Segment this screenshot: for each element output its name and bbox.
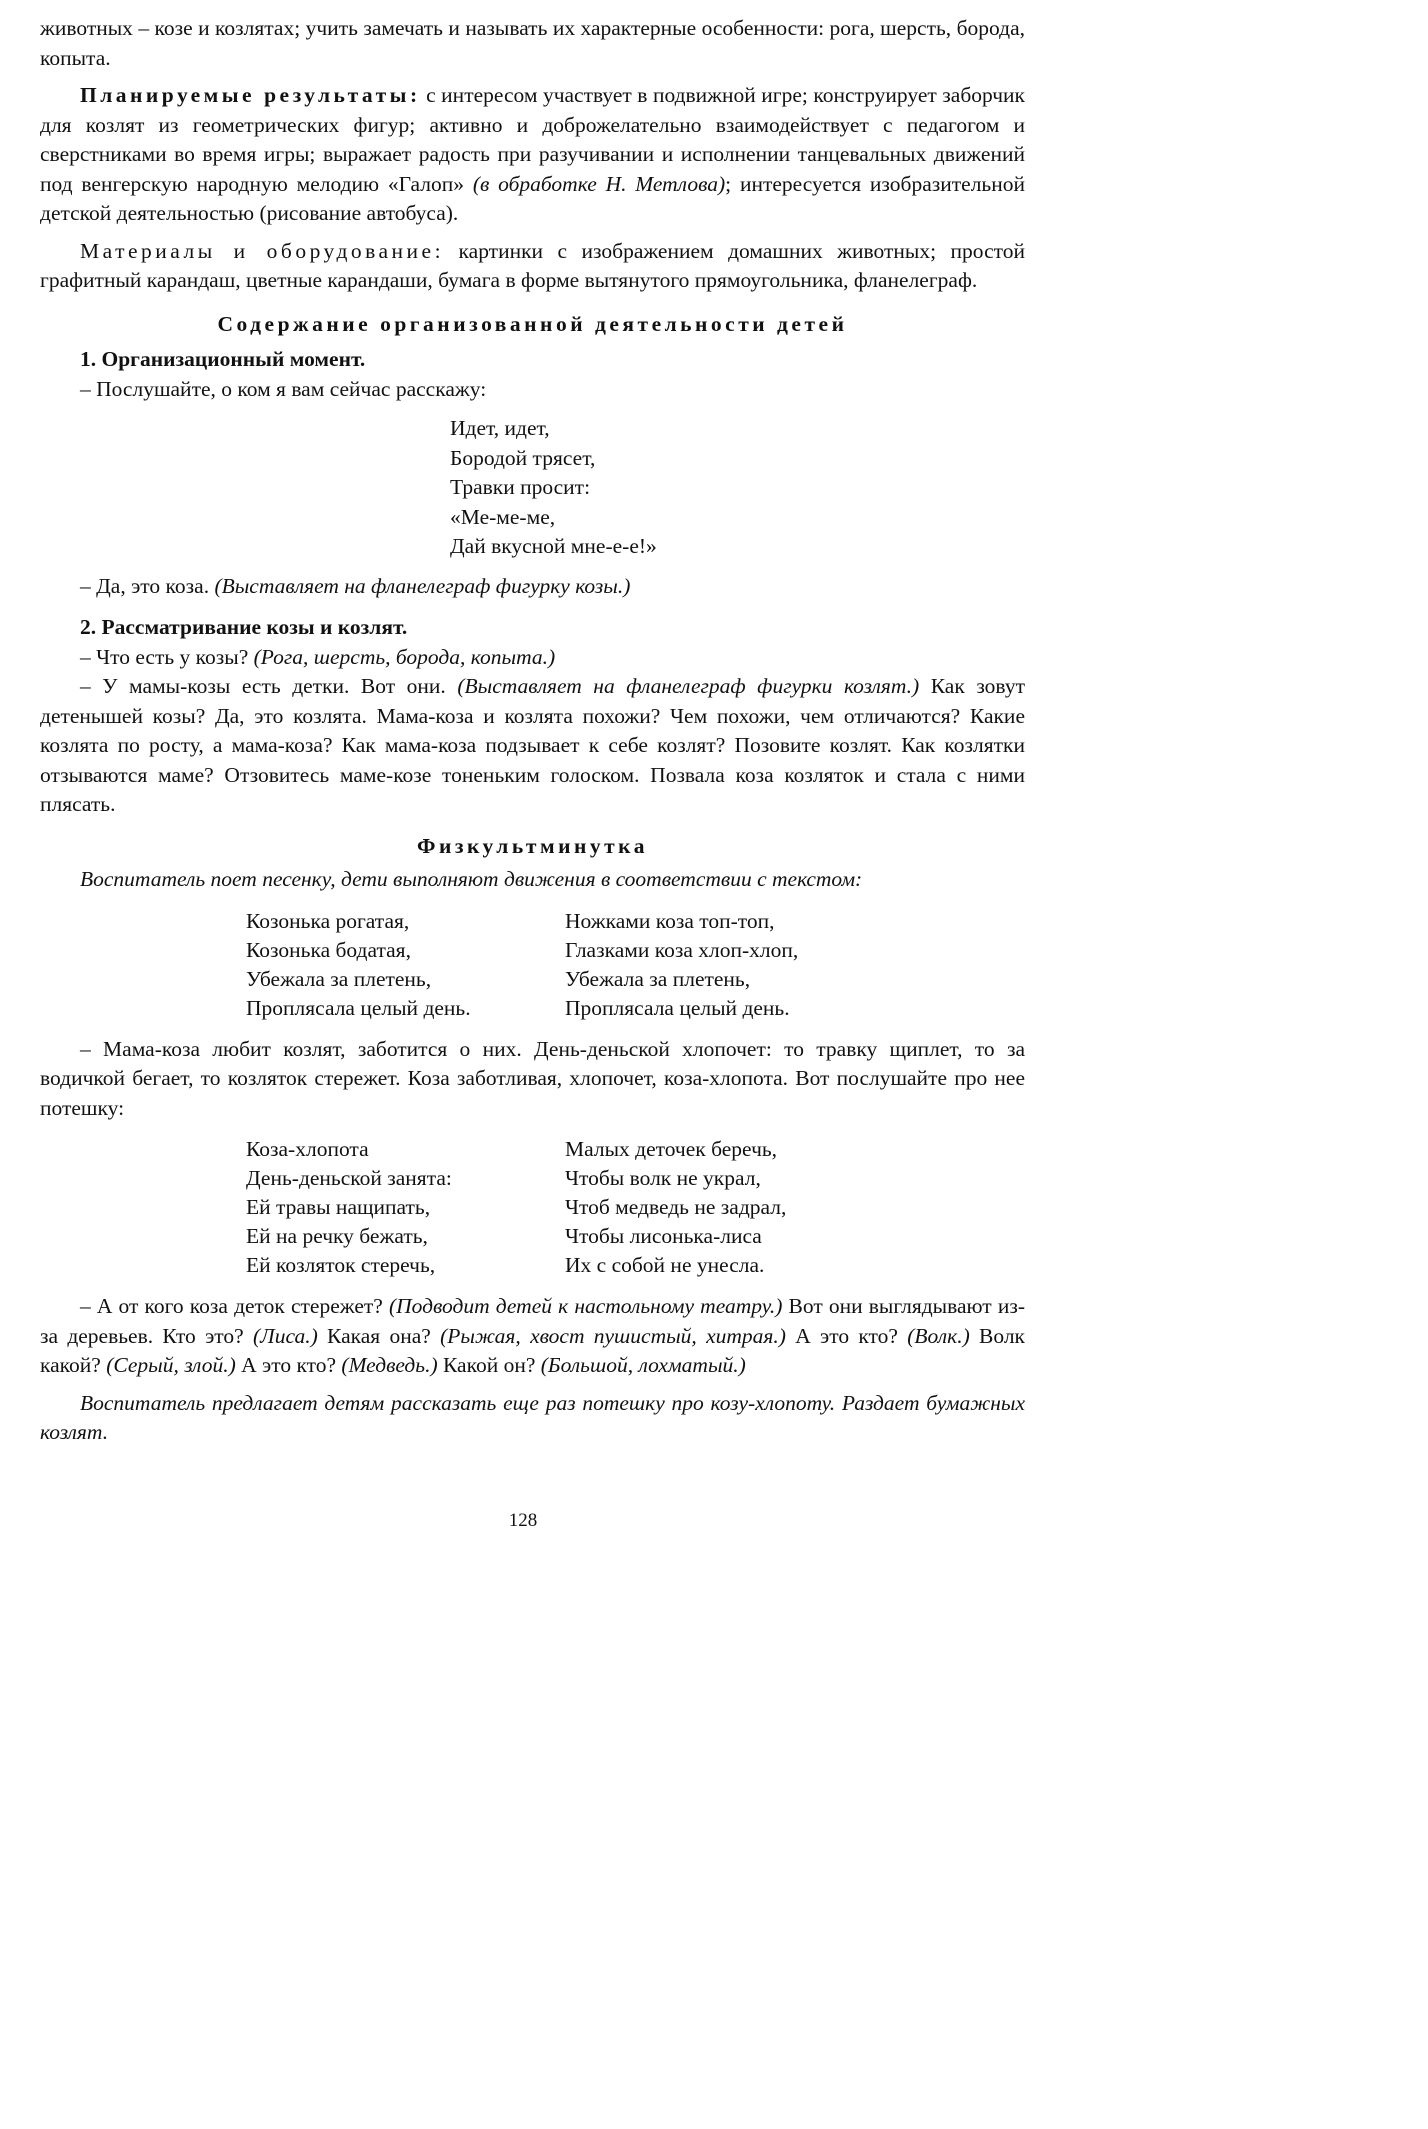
- p1-start: – У мамы-козы есть детки. Вот они.: [80, 674, 458, 698]
- question-italic: (Рога, шерсть, борода, копыта.): [253, 644, 556, 669]
- materials-text: картинки с изображением домашних животных; простой графитный карандаш, цветные карандаши, бумага в форме вытянутого прямоугольника, фланелеграф.: [40, 238, 1025, 292]
- results-paragraph: [40, 81, 1025, 229]
- s4-italic: (Волк.): [907, 1323, 970, 1348]
- s4-italic: (Серый, злой.): [106, 1353, 236, 1377]
- section2-paragraph: [40, 672, 1025, 820]
- s4-italic: (Рыжая, хвост пушистый, хитрая.): [440, 1323, 786, 1348]
- section4-paragraph: [40, 1292, 1025, 1381]
- poem-line: Дай вкусной мне-е-е!»: [450, 534, 657, 558]
- section2-question: [40, 643, 1025, 673]
- goat-riddle-poem: [450, 414, 1025, 562]
- materials-paragraph: [40, 237, 1025, 296]
- poem-column-left: [246, 907, 565, 1023]
- poem-line: Ей травы нащипать,: [246, 1195, 431, 1219]
- fizkult-poem: [246, 907, 1025, 1023]
- poem-line: Ей на речку бежать,: [246, 1224, 428, 1248]
- poem-line: Коза-хлопота: [246, 1137, 369, 1161]
- poem-line: Бородой трясет,: [450, 445, 596, 470]
- poem-line: Чтобы волк не украл,: [565, 1166, 761, 1190]
- poem-line: Козонька бодатая,: [246, 937, 411, 962]
- materials-label: Материалы и оборудование:: [80, 238, 445, 263]
- s4-text: Вот они выглядывают из-за деревьев. Кто это?: [40, 1294, 1025, 1348]
- poem-line: Ножками коза топ-топ,: [565, 908, 775, 933]
- answer-text: – Да, это коза.: [80, 573, 215, 598]
- poem-column-right: [565, 907, 884, 1023]
- results-text-2: ; интересуется изобразительной детской деятельностью (рисование автобуса).: [40, 171, 1025, 225]
- results-text-1: с интересом участвует в подвижной игре; конструирует заборчик для козлят из геометрических фигур; активно и доброжелательно взаимодействует с педагогом и сверстниками во время игры; выражает радость при разучивании и исполнении танцевальных движений под венгерскую народную мелодию «Галоп»: [40, 83, 1025, 196]
- poem-line: Проплясала целый день.: [565, 995, 790, 1020]
- poem-line: «Ме-ме-ме,: [450, 504, 556, 529]
- section2-title: 2. Рассматривание козы и козлят.: [80, 615, 408, 639]
- s4-italic: (Медведь.): [341, 1353, 438, 1377]
- section1-line: – Послушайте, о ком я вам сейчас расскажу:: [80, 376, 487, 401]
- poem-line: Чтобы лисонька-лиса: [565, 1224, 762, 1248]
- fizkult-title: Физкультминутка: [416, 833, 648, 858]
- poem-line: Идет, идет,: [450, 416, 550, 440]
- s4-text: Волк какой?: [40, 1323, 1025, 1377]
- poem-line: Убежала за плетень,: [246, 966, 432, 991]
- section1-answer: [40, 572, 1025, 602]
- s4-italic: (Большой, лохматый.): [540, 1353, 746, 1377]
- results-label: Планируемые результаты:: [80, 83, 421, 107]
- page-content: [40, 14, 1025, 1448]
- potesha-poem: [246, 1135, 1025, 1280]
- s4-text: А это кто?: [785, 1323, 908, 1348]
- poem-line: Травки просит:: [450, 475, 591, 499]
- poem-line: Глазками коза хлоп-хлоп,: [565, 937, 799, 962]
- poem-line: Козонька рогатая,: [246, 908, 410, 933]
- poem-line: Убежала за плетень,: [565, 966, 751, 991]
- poem-column-right: [565, 1135, 884, 1280]
- s4-text: А это кто?: [235, 1353, 342, 1377]
- intro-paragraph: животных – козе и козлятах; учить замечать и называть их характерные особенности: рога, шерсть, борода, копыта.: [40, 16, 1025, 70]
- section3-paragraph: – Мама-коза любит козлят, заботится о них. День-деньской хлопочет: то травку щиплет, то за водичкой бегает, то козляток стережет. Коза заботливая, хлопочет, коза-хлопота. Вот послушайте про нее потешку:: [40, 1036, 1025, 1120]
- s4-text: Какой он?: [437, 1353, 541, 1377]
- closing-paragraph: Воспитатель предлагает детям рассказать еще раз потешку про козу-хлопоту. Раздает бумажных козлят.: [40, 1390, 1025, 1444]
- poem-line: Малых деточек беречь,: [565, 1137, 778, 1161]
- p1-end: Как зовут детенышей козы? Да, это козлята. Мама-коза и козлята похожи? Чем похожи, чем отличаются? Какие козлята по росту, а мама-коза? Как мама-коза подзывает к себе козлят? Позовите козлят. Как козлятки отзываются маме? Отзовитесь маме-козе тоненьким голоском. Позвала коза козляток и стала с ними плясать.: [40, 674, 1025, 816]
- poem-line: Проплясала целый день.: [246, 995, 471, 1020]
- poem-line: Их с собой не унесла.: [565, 1253, 765, 1277]
- poem-line: Чтоб медведь не задрал,: [565, 1195, 787, 1219]
- section1-title: 1. Организационный момент.: [80, 347, 366, 371]
- s4-text: Какая она?: [317, 1323, 441, 1348]
- s4-italic: (Лиса.): [253, 1323, 318, 1348]
- content-heading: Содержание организованной деятельности детей: [217, 311, 848, 336]
- fizkult-instruction: Воспитатель поет песенку, дети выполняют движения в соответствии с текстом:: [80, 867, 863, 891]
- question-text: – Что есть у козы?: [80, 644, 254, 669]
- s4-italic: (Подводит детей к настольному театру.): [388, 1294, 783, 1318]
- s4-text: – А от кого коза деток стережет?: [80, 1294, 389, 1318]
- poem-line: День-деньской занята:: [246, 1166, 452, 1190]
- answer-italic: (Выставляет на фланелеграф фигурку козы.): [214, 573, 631, 598]
- poem-column-left: [246, 1135, 565, 1280]
- results-text-italic: (в обработке Н. Метлова): [472, 171, 726, 196]
- page-number: 128: [508, 1510, 538, 1531]
- p1-italic: (Выставляет на фланелеграф фигурки козлят.): [457, 674, 920, 698]
- poem-line: Ей козляток стеречь,: [246, 1253, 436, 1277]
